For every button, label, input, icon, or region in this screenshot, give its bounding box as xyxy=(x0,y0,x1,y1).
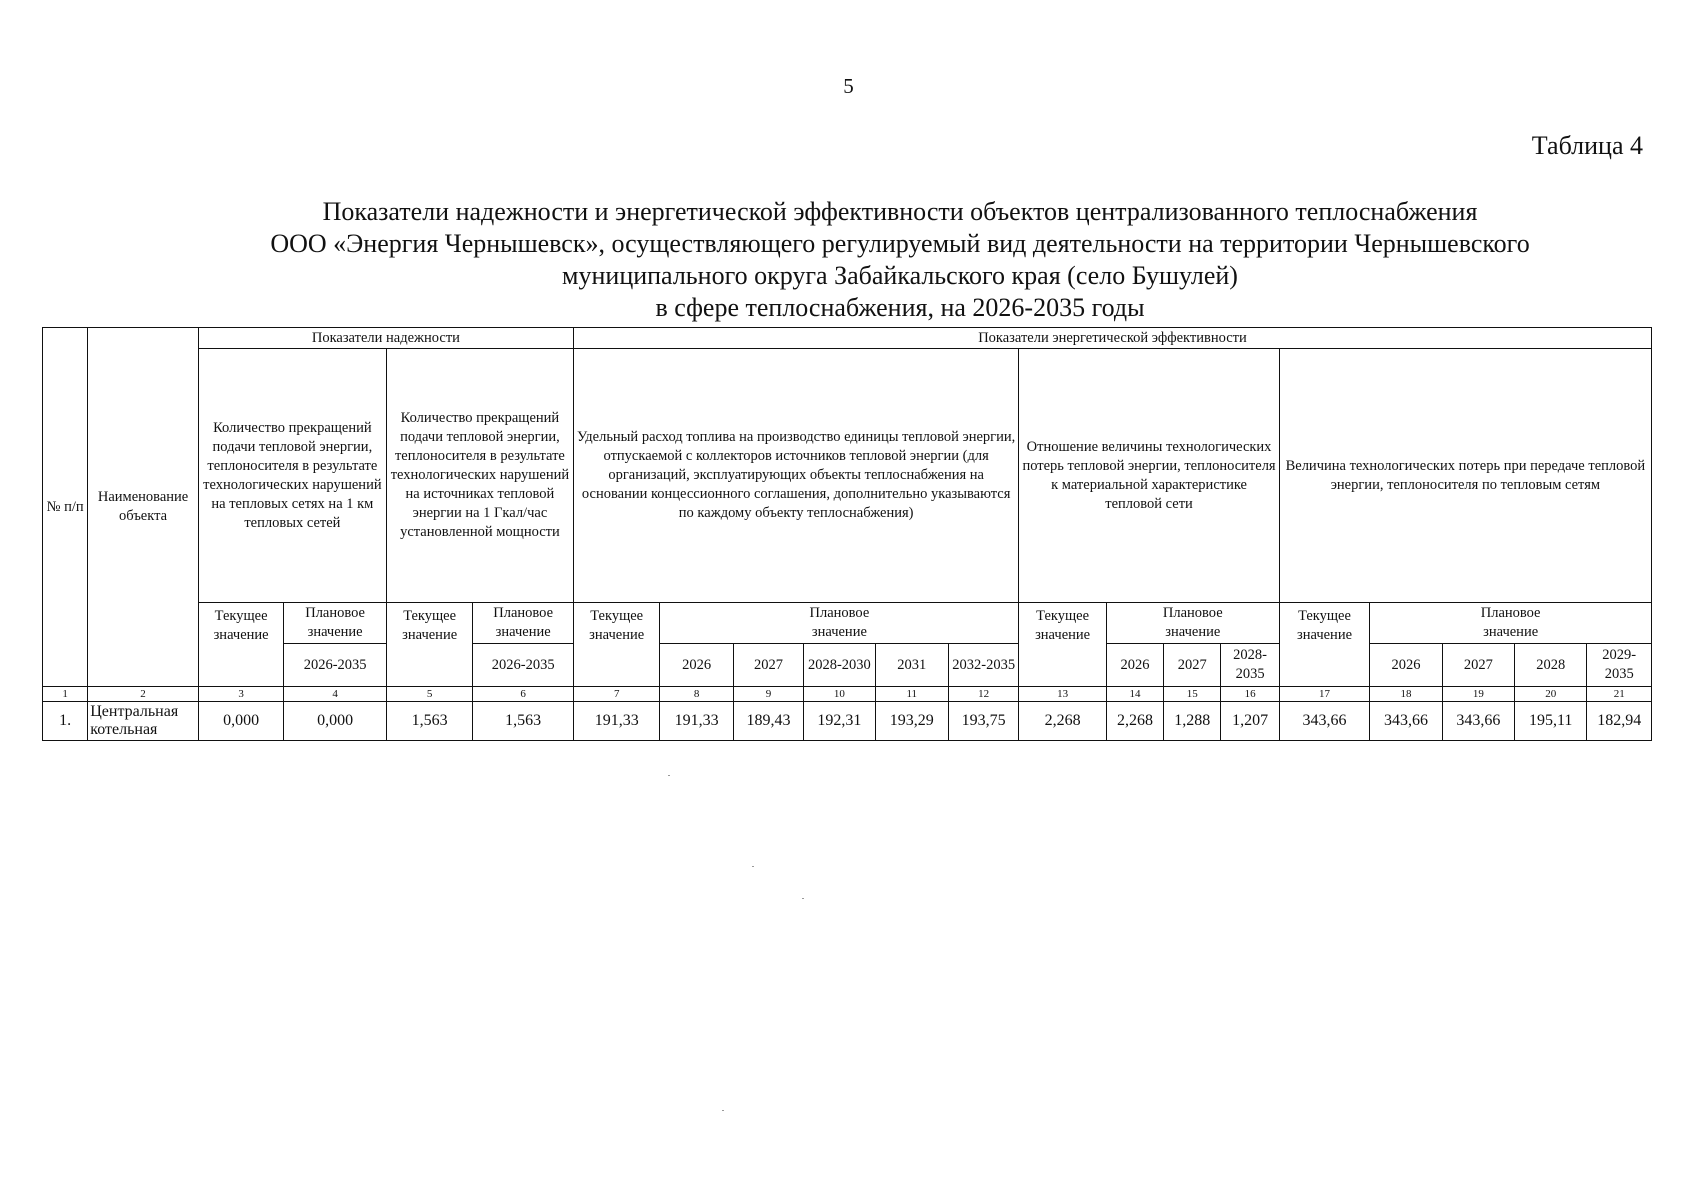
header-year: 2029-2035 xyxy=(1587,644,1652,687)
table-cell: 189,43 xyxy=(733,702,803,741)
column-number-row xyxy=(43,687,1652,702)
header-current-label: Текущее xyxy=(214,608,268,624)
column-number: 3 xyxy=(198,687,283,702)
header-year: 2027 xyxy=(1442,644,1514,687)
header-object-name: Наименование объекта xyxy=(88,328,199,687)
column-number: 1 xyxy=(43,687,88,702)
title-line: муниципального округа Забайкальского края (село Бушулей) xyxy=(562,261,1238,290)
column-number: 11 xyxy=(875,687,948,702)
header-planned-label: Плановое xyxy=(305,605,365,621)
table-cell: 191,33 xyxy=(573,702,659,741)
header-planned-label: Плановое xyxy=(809,605,870,621)
header-planned-label: значение xyxy=(1483,624,1539,640)
table-cell: 1,563 xyxy=(386,702,472,741)
header-current-value xyxy=(198,603,283,687)
header-year: 2027 xyxy=(733,644,803,687)
header-losses-ratio: Отношение величины технологических потерь тепловой энергии, теплоносителя к материальной характеристике тепловой сети xyxy=(1019,349,1279,603)
table-cell: 1,563 xyxy=(473,702,574,741)
table-cell: 192,31 xyxy=(804,702,875,741)
table-cell: 182,94 xyxy=(1587,702,1652,741)
row-number: 1. xyxy=(43,702,88,741)
header-current-value xyxy=(1279,603,1370,687)
column-number: 19 xyxy=(1442,687,1514,702)
header-year: 2028 xyxy=(1515,644,1587,687)
scan-speck xyxy=(668,775,670,776)
header-current-value xyxy=(386,603,472,687)
table-cell: 0,000 xyxy=(284,702,387,741)
header-year: 2026 xyxy=(1106,644,1163,687)
column-number: 10 xyxy=(804,687,875,702)
header-reliability-group: Показатели надежности xyxy=(198,328,573,349)
header-losses-volume: Величина технологических потерь при передаче тепловой энергии, теплоносителя по тепловым сетям xyxy=(1279,349,1651,603)
document-title xyxy=(150,196,1650,324)
header-planned-label: Плановое xyxy=(1162,605,1223,621)
header-period: 2026-2035 xyxy=(473,644,574,687)
header-current-label: значение xyxy=(213,627,269,643)
column-number: 16 xyxy=(1221,687,1279,702)
table-cell: 195,11 xyxy=(1515,702,1587,741)
table-cell: 193,75 xyxy=(948,702,1018,741)
header-planned-label: значение xyxy=(1165,624,1221,640)
header-reliability-sources: Количество прекращений подачи тепловой энергии, теплоносителя в результате технологических нарушений на источниках тепловой энергии на 1 Гкал/час установленной мощности xyxy=(386,349,573,603)
table-cell: 1,207 xyxy=(1221,702,1279,741)
header-current-label: Текущее xyxy=(403,608,457,624)
header-current-label: значение xyxy=(1035,627,1091,643)
header-current-label: значение xyxy=(589,627,645,643)
column-number: 13 xyxy=(1019,687,1106,702)
header-current-value xyxy=(1019,603,1106,687)
column-number: 5 xyxy=(386,687,472,702)
header-current-label: Текущее xyxy=(1036,608,1090,624)
header-planned-value xyxy=(1106,603,1279,644)
table-cell: 343,66 xyxy=(1279,702,1370,741)
header-current-label: значение xyxy=(1296,627,1353,643)
column-number: 4 xyxy=(284,687,387,702)
header-planned-label: Плановое xyxy=(493,605,554,621)
scan-speck xyxy=(802,898,804,899)
header-year: 2031 xyxy=(875,644,948,687)
header-efficiency-group: Показатели энергетической эффективности xyxy=(573,328,1651,349)
header-year: 2028-2030 xyxy=(804,644,875,687)
table-cell: 2,268 xyxy=(1106,702,1163,741)
table-cell: 2,268 xyxy=(1019,702,1106,741)
header-reliability-networks: Количество прекращений подачи тепловой энергии, теплоносителя в результате технологических нарушений на тепловых сетях на 1 км тепловых сетей xyxy=(198,349,386,603)
header-year: 2032-2035 xyxy=(948,644,1018,687)
page-number: 5 xyxy=(843,74,854,98)
header-fuel-consumption: Удельный расход топлива на производство единицы тепловой энергии, отпускаемой с коллекторов источников тепловой энергии (для организаций, эксплуатирующих объекты теплоснабжения на основании концессионного соглашения, дополнительно указываются по каждому объекту теплоснабжения) xyxy=(573,349,1018,603)
header-year: 2026 xyxy=(1370,644,1442,687)
header-no: № п/п xyxy=(43,328,88,687)
table-row xyxy=(43,702,1652,741)
header-current-label: значение xyxy=(402,627,458,643)
column-number: 14 xyxy=(1106,687,1163,702)
header-year: 2027 xyxy=(1164,644,1221,687)
table-cell: 0,000 xyxy=(198,702,283,741)
header-planned-value xyxy=(284,603,387,644)
scan-speck xyxy=(752,866,754,867)
header-planned-label: значение xyxy=(307,624,363,640)
column-number: 15 xyxy=(1164,687,1221,702)
column-number: 21 xyxy=(1587,687,1652,702)
header-period: 2026-2035 xyxy=(284,644,387,687)
header-planned-value xyxy=(1370,603,1652,644)
column-number: 12 xyxy=(948,687,1018,702)
header-year: 2026 xyxy=(660,644,733,687)
column-number: 7 xyxy=(573,687,659,702)
header-planned-label: Плановое xyxy=(1480,605,1541,621)
title-line: в сфере теплоснабжения, на 2026-2035 годы xyxy=(655,293,1145,322)
header-planned-value xyxy=(660,603,1019,644)
column-number: 6 xyxy=(473,687,574,702)
title-line: Показатели надежности и энергетической эффективности объектов централизованного теплоснабжения xyxy=(322,197,1478,226)
header-current-label: Текущее xyxy=(1298,608,1351,624)
header-current-label: Текущее xyxy=(590,608,644,624)
table-cell: 343,66 xyxy=(1442,702,1514,741)
column-number: 20 xyxy=(1515,687,1587,702)
header-planned-label: значение xyxy=(495,624,551,640)
scan-speck xyxy=(722,1110,724,1111)
column-number: 18 xyxy=(1370,687,1442,702)
table-cell: 343,66 xyxy=(1370,702,1442,741)
header-planned-label: значение xyxy=(811,624,867,640)
row-object-name: Центральная котельная xyxy=(88,702,199,741)
table-cell: 1,288 xyxy=(1164,702,1221,741)
indicators-table xyxy=(42,327,1652,741)
title-line: ООО «Энергия Чернышевск», осуществляющего регулируемый вид деятельности на территории Чернышевского xyxy=(270,229,1530,258)
table-cell: 191,33 xyxy=(660,702,733,741)
table-caption: Таблица 4 xyxy=(1531,131,1643,160)
header-year: 2028-2035 xyxy=(1221,644,1279,687)
column-number: 17 xyxy=(1279,687,1370,702)
header-planned-value xyxy=(473,603,574,644)
column-number: 9 xyxy=(733,687,803,702)
table-cell: 193,29 xyxy=(875,702,948,741)
column-number: 8 xyxy=(660,687,733,702)
column-number: 2 xyxy=(88,687,199,702)
header-current-value xyxy=(573,603,659,687)
